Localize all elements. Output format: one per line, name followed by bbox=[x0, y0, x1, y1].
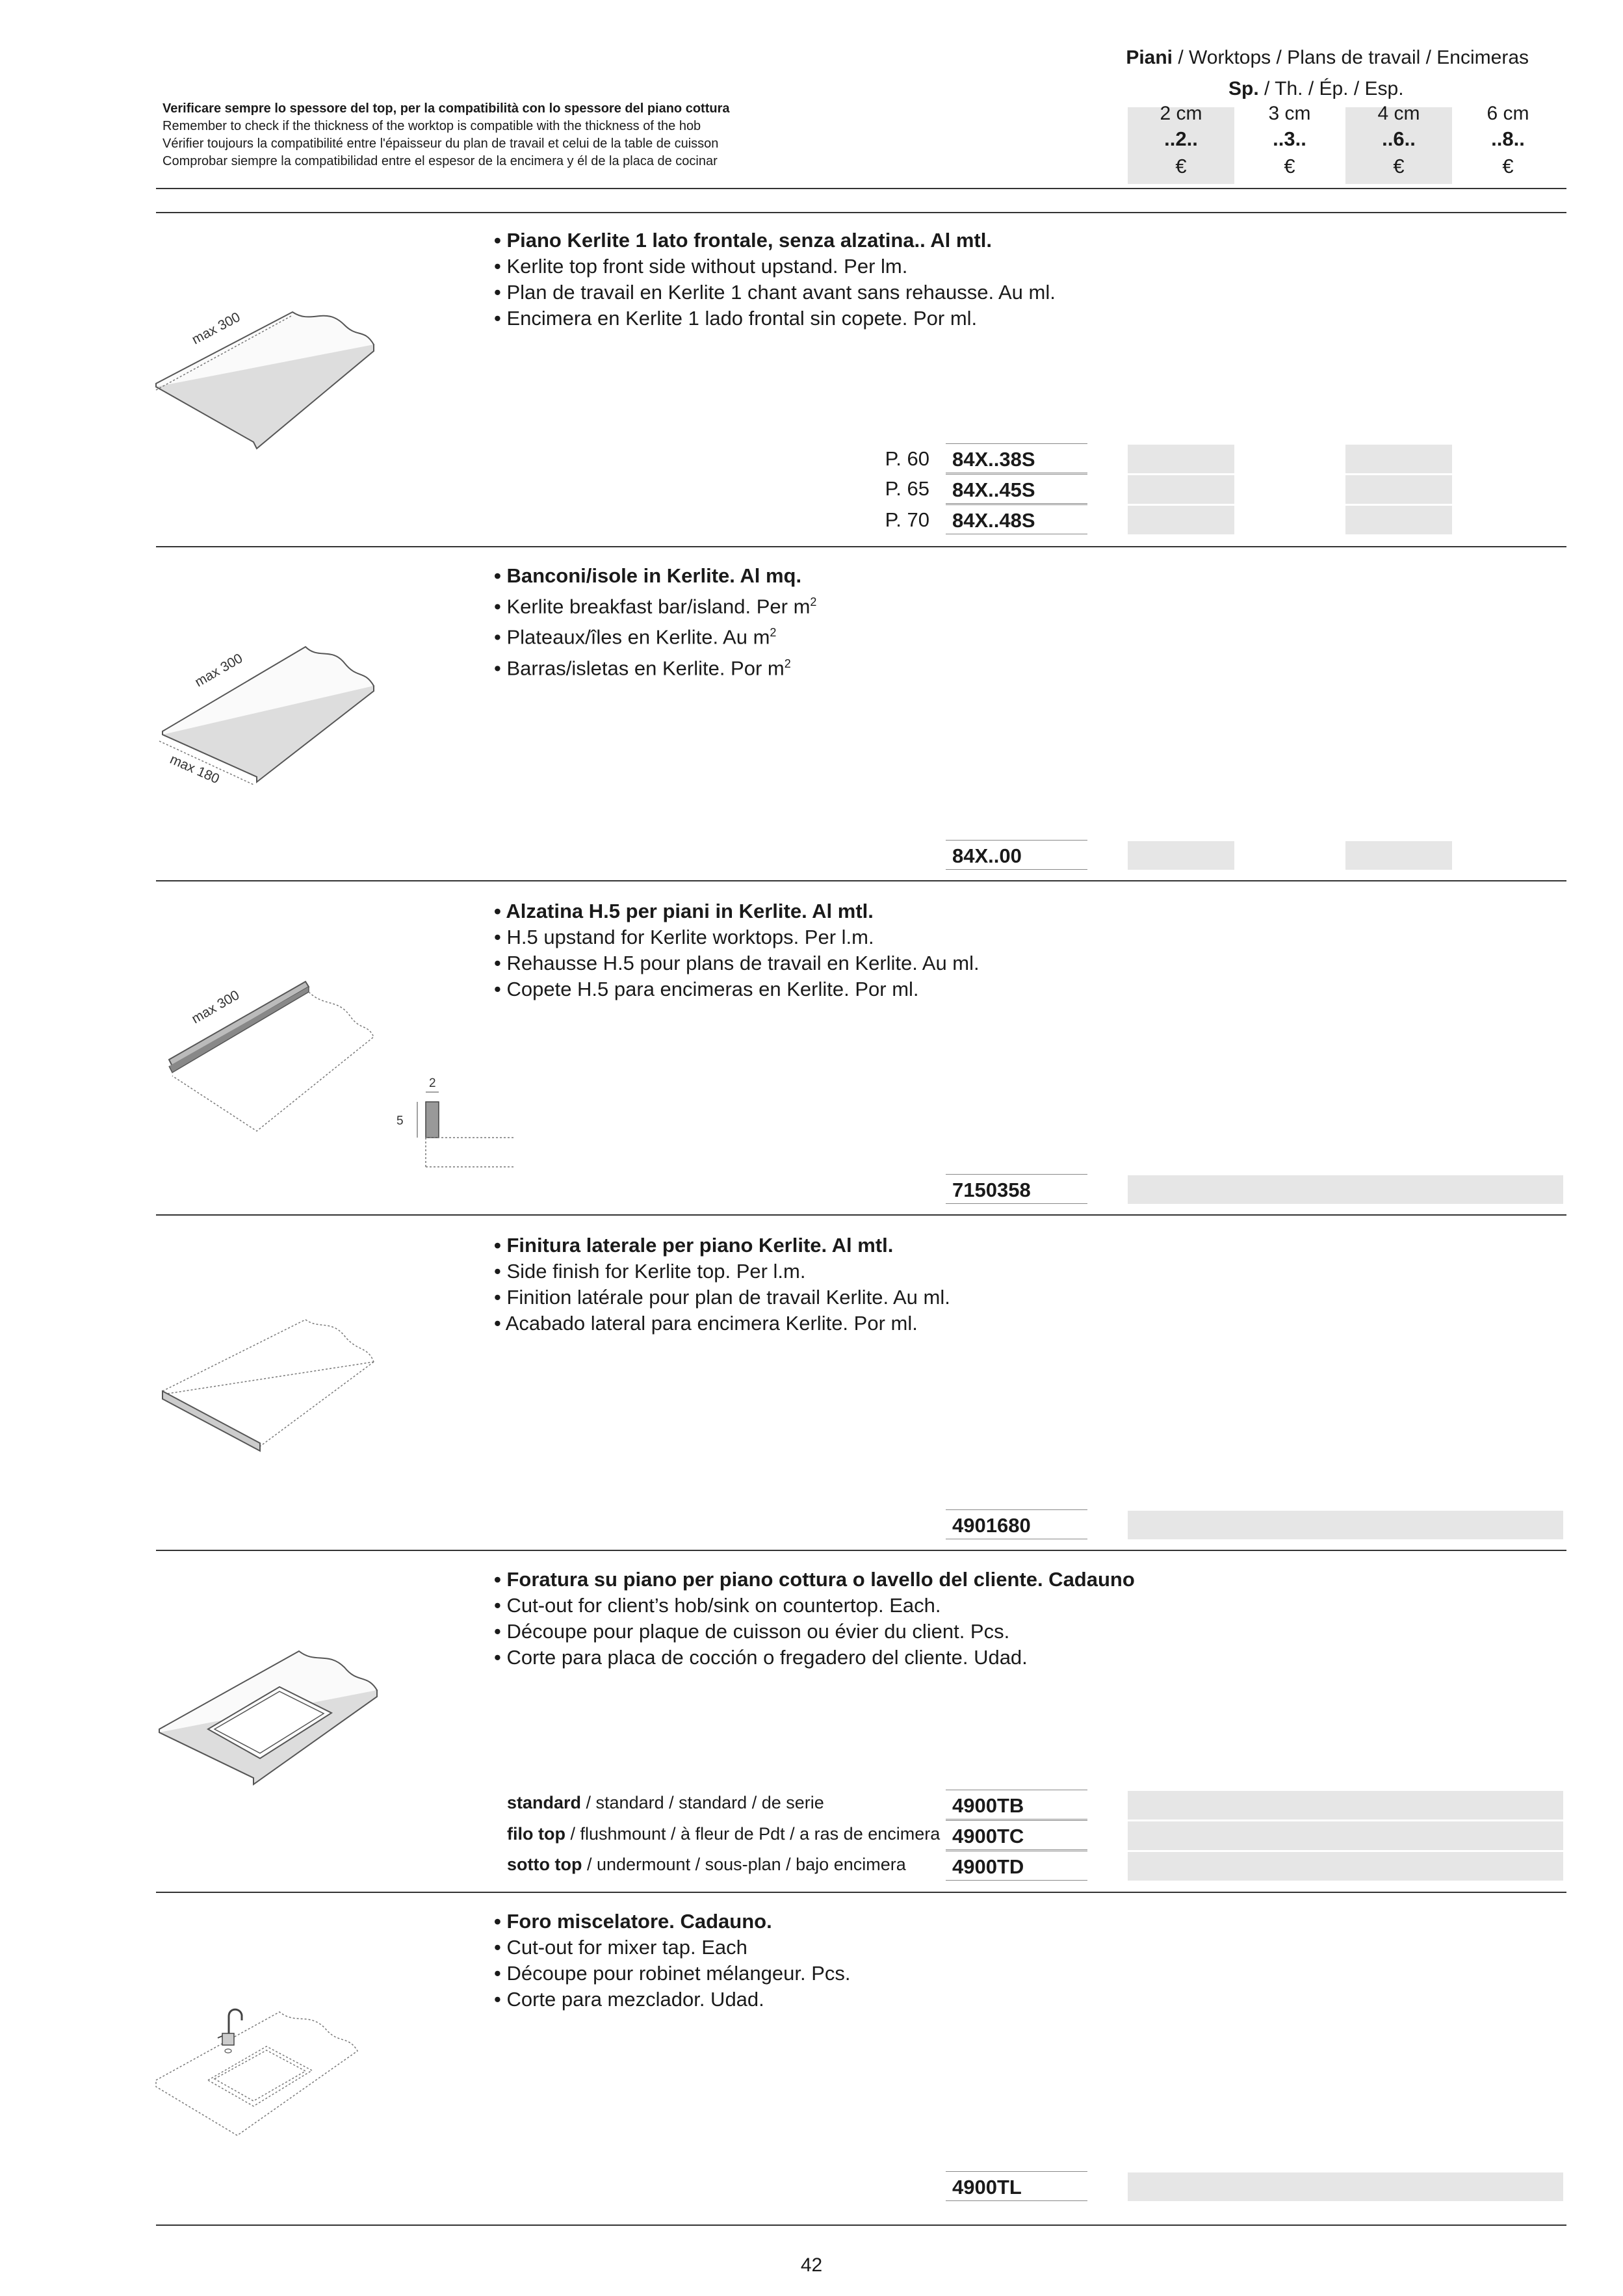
description-line: • Découpe pour robinet mélangeur. Pcs. bbox=[494, 1962, 851, 1985]
price-cell bbox=[1128, 1821, 1563, 1850]
depth-label: P. 70 bbox=[885, 508, 929, 531]
description-line: • Découpe pour plaque de cuisson ou évier du client. Pcs. bbox=[494, 1620, 1010, 1643]
description-line: • Barras/isletas en Kerlite. Por $m^2$ bbox=[494, 656, 791, 679]
article-code: 84X..45S bbox=[946, 474, 1087, 504]
dimension-label: max 300 bbox=[189, 987, 242, 1027]
thickness-code: ..3.. bbox=[1273, 127, 1306, 150]
description-line: • Cut-out for mixer tap. Each bbox=[494, 1936, 747, 1959]
mixer-tap-drawing bbox=[149, 1976, 409, 2145]
description-line: • Finition latérale pour plan de travail Kerlite. Au ml. bbox=[494, 1286, 950, 1309]
article-code: 4901680 bbox=[946, 1509, 1087, 1539]
variant-label: sotto top / undermount / sous-plan / bajo encimera bbox=[507, 1855, 906, 1874]
thickness-2cm: 2 cm bbox=[1160, 103, 1202, 124]
currency-symbol: € bbox=[1175, 155, 1187, 177]
description-line: • Copete H.5 para encimeras en Kerlite. Por ml. bbox=[494, 978, 919, 1000]
divider bbox=[156, 1550, 1566, 1551]
thickness-heading: Sp. / Th. / Ép. / Esp. bbox=[1228, 78, 1404, 99]
description-line: • Piano Kerlite 1 lato frontale, senza alzatina.. Al mtl. bbox=[494, 229, 992, 252]
side-finish-drawing bbox=[149, 1307, 409, 1463]
note-line: Vérifier toujours la compatibilité entre l'épaisseur du plan de travail et celui de la table de cuisson bbox=[162, 137, 719, 151]
divider bbox=[156, 546, 1566, 547]
description-line: • Banconi/isole in Kerlite. Al mq. bbox=[494, 564, 802, 587]
article-code: 84X..38S bbox=[946, 443, 1087, 473]
price-cell bbox=[1128, 445, 1234, 473]
section-description bbox=[494, 563, 1274, 681]
divider bbox=[156, 1892, 1566, 1893]
dimension-label: max 300 bbox=[189, 309, 243, 348]
description-line: • Foro miscelatore. Cadauno. bbox=[494, 1910, 772, 1933]
note-line: Verificare sempre lo spessore del top, per la compatibilità con lo spessore del piano cottura bbox=[162, 101, 730, 116]
divider bbox=[156, 2224, 1566, 2226]
description-line: • Corte para placa de cocción o fregadero del cliente. Udad. bbox=[494, 1646, 1028, 1669]
description-line: • Plateaux/îles en Kerlite. Au $m^2$ bbox=[494, 625, 777, 649]
description-line: • Side finish for Kerlite top. Per l.m. bbox=[494, 1260, 806, 1283]
thickness-code: ..6.. bbox=[1382, 127, 1416, 150]
description-line: • Foratura su piano per piano cottura o lavello del cliente. Cadauno bbox=[494, 1568, 1135, 1591]
section-description bbox=[494, 1233, 1274, 1337]
price-cell bbox=[1128, 2172, 1563, 2201]
description-line: • Encimera en Kerlite 1 lado frontal sin copete. Por ml. bbox=[494, 307, 978, 330]
article-code: 84X..00 bbox=[946, 840, 1087, 870]
currency-symbol: € bbox=[1502, 155, 1514, 177]
cutout-drawing bbox=[149, 1638, 409, 1801]
price-cell bbox=[1128, 1852, 1563, 1881]
price-cell bbox=[1128, 1175, 1563, 1204]
divider bbox=[156, 1214, 1566, 1216]
article-code: 4900TL bbox=[946, 2171, 1087, 2201]
page-number: 42 bbox=[800, 2254, 823, 2276]
header-title: Piani / Worktops / Plans de travail / Encimeras bbox=[1126, 47, 1529, 68]
depth-label: P. 60 bbox=[885, 447, 929, 470]
section-description bbox=[494, 228, 1274, 332]
thickness-3cm: 3 cm bbox=[1268, 103, 1311, 124]
article-code: 4900TB bbox=[946, 1790, 1087, 1820]
price-cell bbox=[1128, 1791, 1563, 1820]
thickness-code: ..8.. bbox=[1491, 127, 1525, 150]
currency-symbol: € bbox=[1284, 155, 1295, 177]
variant-label: filo top / flushmount / à fleur de Pdt / a ras de encimera bbox=[507, 1824, 941, 1844]
article-code: 4900TC bbox=[946, 1820, 1087, 1850]
breakfast-bar-drawing bbox=[149, 634, 409, 803]
depth-label: P. 65 bbox=[885, 477, 929, 500]
article-code: 7150358 bbox=[946, 1174, 1087, 1204]
description-line: • H.5 upstand for Kerlite worktops. Per l.m. bbox=[494, 926, 874, 948]
section-description bbox=[494, 898, 1274, 1002]
price-cell bbox=[1128, 841, 1234, 870]
price-cell bbox=[1345, 841, 1452, 870]
divider bbox=[156, 880, 1566, 881]
description-line: • Finitura laterale per piano Kerlite. Al mtl. bbox=[494, 1234, 894, 1257]
price-cell bbox=[1128, 1511, 1563, 1539]
price-cell bbox=[1345, 475, 1452, 504]
description-line: • Alzatina H.5 per piani in Kerlite. Al mtl. bbox=[494, 900, 874, 922]
note-line: Remember to check if the thickness of the worktop is compatible with the thickness of the hob bbox=[162, 119, 701, 133]
dimension-label: max 180 bbox=[167, 751, 222, 787]
price-cell bbox=[1128, 475, 1234, 504]
section-description bbox=[494, 1567, 1274, 1671]
dimension-label: max 300 bbox=[192, 651, 246, 690]
upstand-drawing bbox=[149, 969, 539, 1190]
worktop-drawing bbox=[149, 299, 409, 455]
description-line: • Plan de travail en Kerlite 1 chant avant sans rehausse. Au ml. bbox=[494, 281, 1056, 304]
description-line: • Acabado lateral para encimera Kerlite. Por ml. bbox=[494, 1312, 918, 1335]
currency-symbol: € bbox=[1393, 155, 1405, 177]
divider bbox=[156, 188, 1566, 189]
divider bbox=[156, 212, 1566, 213]
article-code: 4900TD bbox=[946, 1851, 1087, 1881]
compatibility-note bbox=[162, 100, 877, 170]
price-cell bbox=[1345, 445, 1452, 473]
description-line: • Kerlite top front side without upstand. Per lm. bbox=[494, 255, 908, 278]
thickness-4cm: 4 cm bbox=[1377, 103, 1420, 124]
thickness-code: ..2.. bbox=[1164, 127, 1198, 150]
dimension-label: 5 bbox=[396, 1114, 404, 1128]
variant-label: standard / standard / standard / de serie bbox=[507, 1793, 824, 1812]
price-cell bbox=[1128, 506, 1234, 534]
description-line: • Corte para mezclador. Udad. bbox=[494, 1988, 764, 2011]
description-line: • Cut-out for client’s hob/sink on countertop. Each. bbox=[494, 1594, 941, 1617]
price-cell bbox=[1345, 506, 1452, 534]
article-code: 84X..48S bbox=[946, 504, 1087, 534]
thickness-6cm: 6 cm bbox=[1487, 103, 1529, 124]
dimension-label: 2 bbox=[429, 1076, 436, 1090]
description-line: • Kerlite breakfast bar/island. Per $m^2$ bbox=[494, 595, 817, 618]
note-line: Comprobar siempre la compatibilidad entre el espesor de la encimera y él de la placa de cocinar bbox=[162, 154, 718, 168]
description-line: • Rehausse H.5 pour plans de travail en Kerlite. Au ml. bbox=[494, 952, 980, 974]
section-description bbox=[494, 1909, 1274, 2013]
